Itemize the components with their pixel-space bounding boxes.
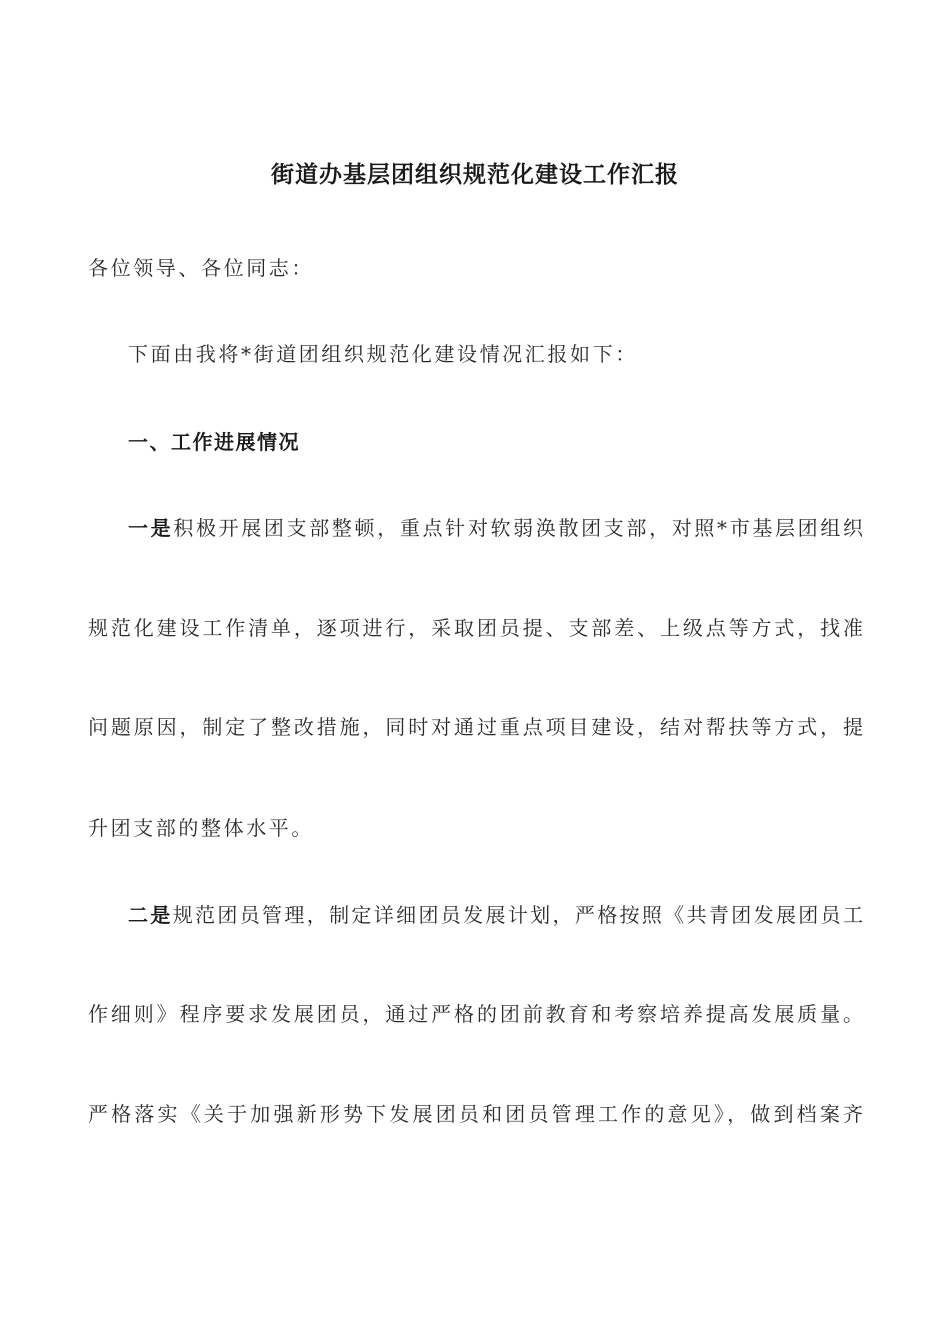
section-heading: 一、工作进展情况 xyxy=(128,430,300,454)
item2-line3: 严格落实《关于加强新形势下发展团员和团员管理工作的意见》，做到档案齐 xyxy=(88,1102,863,1126)
salutation: 各位领导、各位同志： xyxy=(88,256,314,280)
item1-line2: 规范化建设工作清单，逐项进行，采取团员提、支部差、上级点等方式，找准 xyxy=(88,616,863,640)
item1-line3: 问题原因，制定了整改措施，同时对通过重点项目建设，结对帮扶等方式，提 xyxy=(88,715,863,739)
item2-line1-text: 规范团员管理，制定详细团员发展计划，严格按照《共青团发展团员工 xyxy=(172,903,863,927)
item1-line1 xyxy=(128,514,863,542)
intro-paragraph: 下面由我将*街道团组织规范化建设情况汇报如下： xyxy=(128,342,638,366)
item1-lead: 一是 xyxy=(128,516,174,540)
item2-lead: 二是 xyxy=(128,903,173,927)
document-title: 街道办基层团组织规范化建设工作汇报 xyxy=(271,162,679,188)
item2-line2: 作细则》程序要求发展团员，通过严格的团前教育和考察培养提高发展质量。 xyxy=(88,1002,863,1026)
item2-line1 xyxy=(128,901,863,929)
item1-line1-text: 积极开展团支部整顿，重点针对软弱涣散团支部，对照*市基层团组织 xyxy=(173,516,863,540)
item1-line4: 升团支部的整体水平。 xyxy=(88,816,314,840)
